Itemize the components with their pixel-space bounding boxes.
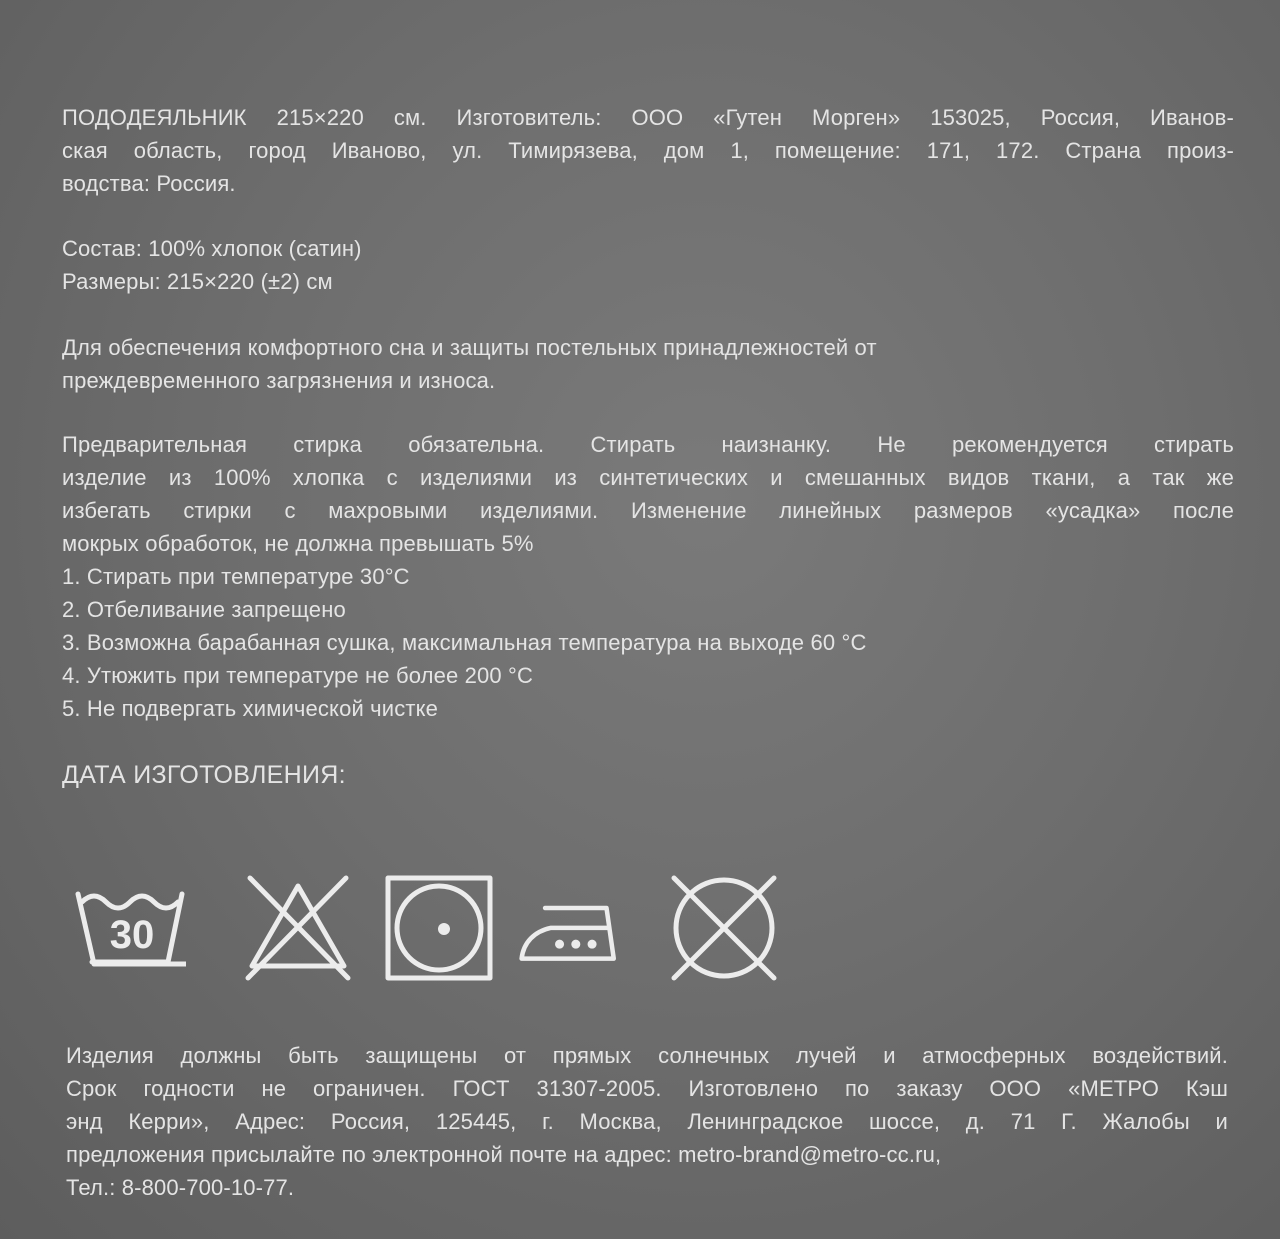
care-instruction-5: 5. Не подвергать химической чистке xyxy=(62,696,438,721)
footer-line-3: энд Керри», Адрес: Россия, 125445, г. Москва, Ленинградское шоссе, д. 71 Г. Жалобы и xyxy=(66,1109,1228,1134)
wash-30-icon xyxy=(74,872,186,982)
care-line-4: мокрых обработок, не должна превышать 5% xyxy=(62,531,534,556)
intro-line-1: ПОДОДЕЯЛЬНИК 215×220 см. Изготовитель: ООО «Гутен Морген» 153025, Россия, Иванов- xyxy=(62,105,1234,130)
footer-line-1: Изделия должны быть защищены от прямых солнечных лучей и атмосферных воздействий. xyxy=(66,1043,1228,1068)
manufacturer-info xyxy=(62,101,1234,200)
no-dry-clean-icon xyxy=(668,872,780,982)
purpose-line-1: Для обеспечения комфортного сна и защиты постельных принадлежностей от xyxy=(62,335,877,360)
footer-line-4: предложения присылайте по электронной почте на адрес: metro-brand@metro-cc.ru, xyxy=(66,1142,942,1167)
manufacture-date-heading: ДАТА ИЗГОТОВЛЕНИЯ: xyxy=(62,761,346,789)
no-bleach-icon xyxy=(242,872,354,982)
footer-line-2: Срок годности не ограничен. ГОСТ 31307-2005. Изготовлено по заказу ООО «МЕТРО Кэш xyxy=(66,1076,1228,1101)
care-instruction-3: 3. Возможна барабанная сушка, максимальная температура на выходе 60 °C xyxy=(62,630,867,655)
purpose-text xyxy=(62,331,1162,397)
care-instruction-4: 4. Утюжить при температуре не более 200 °C xyxy=(62,663,534,688)
purpose-line-2: преждевременного загрязнения и износа. xyxy=(62,368,496,393)
care-instruction-1: 1. Стирать при температуре 30°C xyxy=(62,564,410,589)
iron-three-dots-icon xyxy=(518,872,630,982)
composition-size: Размеры: 215×220 (±2) см xyxy=(62,269,333,294)
tumble-dry-icon xyxy=(384,872,496,982)
intro-line-3: водства: Россия. xyxy=(62,171,236,196)
composition-info xyxy=(62,232,862,298)
care-line-3: избегать стирки с махровыми изделиями. Изменение линейных размеров «усадка» после xyxy=(62,498,1234,523)
care-symbols xyxy=(74,872,794,982)
care-line-1: Предварительная стирка обязательна. Стирать наизнанку. Не рекомендуется стирать xyxy=(62,432,1234,457)
care-instruction-2: 2. Отбеливание запрещено xyxy=(62,597,346,622)
footer-line-5: Тел.: 8-800-700-10-77. xyxy=(66,1175,295,1200)
care-instructions xyxy=(62,428,1234,725)
intro-line-2: ская область, город Иваново, ул. Тимирязева, дом 1, помещение: 171, 172. Страна произ- xyxy=(62,138,1234,163)
care-line-2: изделие из 100% хлопка с изделиями из синтетических и смешанных видов ткани, а так же xyxy=(62,465,1234,490)
wash-temperature-label: 30 xyxy=(109,913,155,957)
composition-material: Состав: 100% хлопок (сатин) xyxy=(62,236,362,261)
footer-info xyxy=(66,1039,1228,1204)
